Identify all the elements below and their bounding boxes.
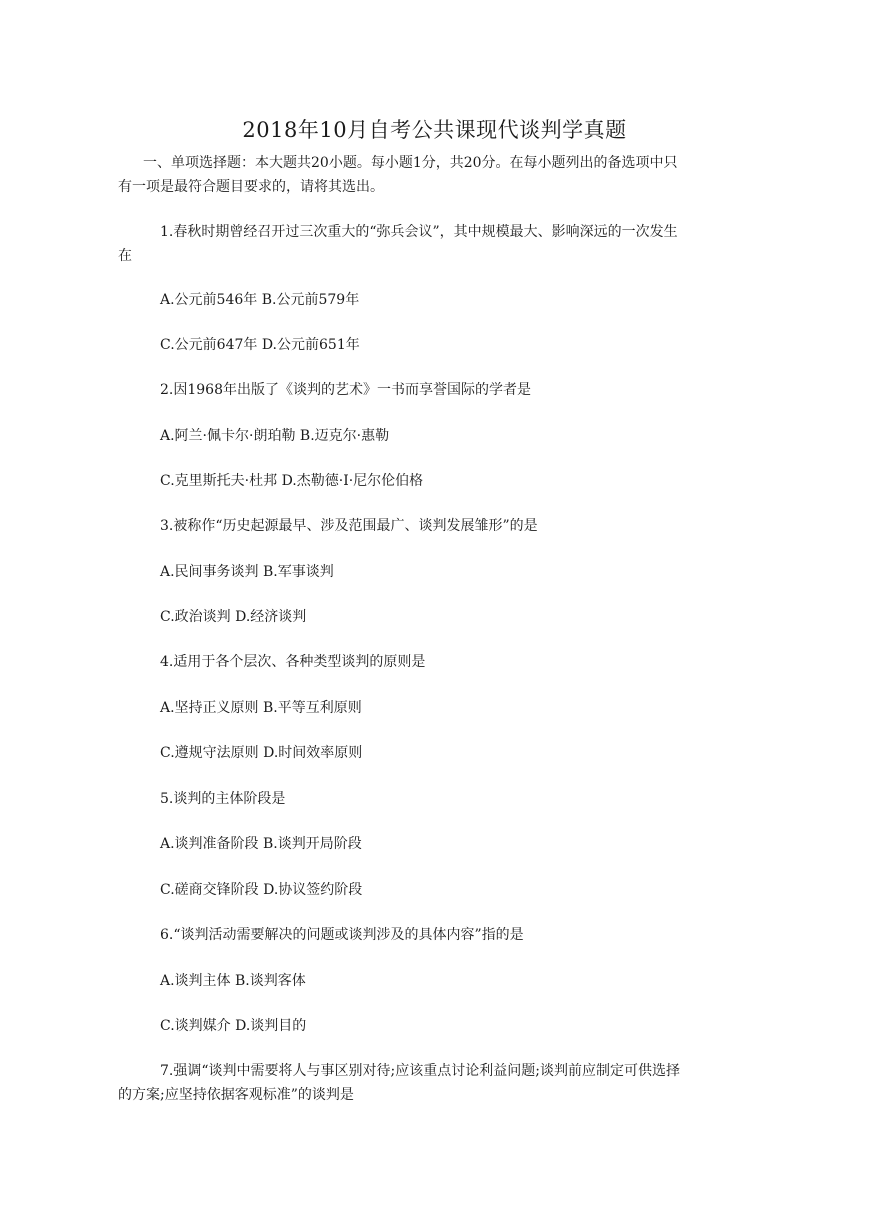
section-intro-line-1: 一、单项选择题：本大题共20小题。每小题1分，共20分。在每小题列出的备选项中只 bbox=[143, 155, 678, 171]
question-7-stem-line-2: 的方案;应坚持依据客观标准”的谈判是 bbox=[118, 1087, 354, 1103]
question-5-stem: 5.谈判的主体阶段是 bbox=[160, 791, 286, 807]
question-2-stem: 2.因1968年出版了《谈判的艺术》一书而享誉国际的学者是 bbox=[160, 382, 531, 398]
question-3-options-cd: C.政治谈判 D.经济谈判 bbox=[160, 609, 307, 625]
question-6-options-cd: C.谈判媒介 D.谈判目的 bbox=[160, 1018, 307, 1034]
question-4-options-ab: A.坚持正义原则 B.平等互利原则 bbox=[160, 700, 362, 716]
question-6-options-ab: A.谈判主体 B.谈判客体 bbox=[160, 973, 306, 989]
question-5-options-ab: A.谈判准备阶段 B.谈判开局阶段 bbox=[160, 836, 362, 852]
question-6-stem: 6.“谈判活动需要解决的问题或谈判涉及的具体内容”指的是 bbox=[160, 927, 524, 943]
question-1-options-cd: C.公元前647年 D.公元前651年 bbox=[160, 337, 360, 353]
question-5-options-cd: C.磋商交锋阶段 D.协议签约阶段 bbox=[160, 882, 363, 898]
question-3-options-ab: A.民间事务谈判 B.军事谈判 bbox=[160, 564, 334, 580]
question-2-options-cd: C.克里斯托夫·杜邦 D.杰勒德·I·尼尔伦伯格 bbox=[160, 473, 424, 489]
question-4-options-cd: C.遵规守法原则 D.时间效率原则 bbox=[160, 745, 363, 761]
question-1-stem-line-1: 1.春秋时期曾经召开过三次重大的“弥兵会议”，其中规模最大、影响深远的一次发生 bbox=[160, 224, 678, 240]
question-2-options-ab: A.阿兰·佩卡尔·朗珀勒 B.迈克尔·惠勒 bbox=[160, 428, 390, 444]
question-4-stem: 4.适用于各个层次、各种类型谈判的原则是 bbox=[160, 654, 426, 670]
question-1-stem-line-2: 在 bbox=[118, 248, 132, 264]
question-1-options-ab: A.公元前546年 B.公元前579年 bbox=[160, 292, 360, 308]
question-3-stem: 3.被称作“历史起源最早、涉及范围最广、谈判发展雏形”的是 bbox=[160, 518, 538, 534]
question-7-stem-line-1: 7.强调“谈判中需要将人与事区别对待;应该重点讨论利益问题;谈判前应制定可供选择 bbox=[160, 1063, 680, 1079]
page-title: 2018年10月自考公共课现代谈判学真题 bbox=[242, 118, 627, 142]
section-intro-line-2: 有一项是最符合题目要求的，请将其选出。 bbox=[118, 179, 384, 195]
